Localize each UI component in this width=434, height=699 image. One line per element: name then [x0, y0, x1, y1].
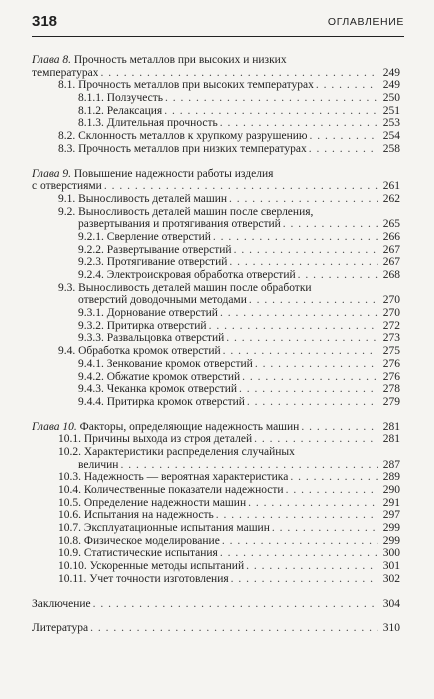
leader-dots — [164, 105, 378, 118]
entry-title: 10.11. Учет точности изготовления — [58, 572, 229, 585]
leader-dots — [90, 622, 378, 635]
entry-title: 9.4.1. Зенкование кромок отверстий — [78, 357, 253, 370]
leader-dots — [246, 560, 378, 573]
entry-page: 261 — [382, 180, 400, 193]
header-rule — [32, 36, 404, 37]
table-of-contents — [32, 54, 400, 647]
leader-dots — [309, 143, 378, 156]
chapter-block — [32, 168, 400, 409]
entry-page: 300 — [382, 547, 400, 560]
page-header — [32, 13, 404, 35]
back-matter-entry — [32, 622, 400, 635]
toc-section — [32, 471, 400, 484]
entry-page: 281 — [382, 433, 400, 446]
entry-page: 249 — [382, 66, 400, 79]
entry-title: с отверстиями — [32, 180, 102, 193]
toc-section — [32, 358, 400, 371]
leader-dots — [272, 522, 378, 535]
entry-page: 281 — [382, 420, 400, 433]
toc-section — [32, 560, 400, 573]
leader-dots — [216, 509, 378, 522]
leader-dots — [254, 433, 378, 446]
entry-title: 8.1.2. Релаксация — [78, 104, 163, 117]
entry-page: 262 — [382, 192, 400, 205]
section-title-line: 10.2. Характеристики распределения случайных — [58, 445, 295, 458]
leader-dots — [249, 294, 378, 307]
toc-section — [32, 256, 400, 269]
entry-title: 9.2.3. Протягивание отверстий — [78, 256, 228, 269]
toc-section — [32, 294, 400, 307]
entry-page: 272 — [382, 319, 400, 332]
entry-title: 8.1. Прочность металлов при высоких температурах — [58, 79, 314, 92]
entry-title: 8.2. Склонность металлов к хрупкому разрушению — [58, 130, 308, 143]
entry-title: 9.3.1. Дорнование отверстий — [78, 307, 218, 320]
toc-section — [32, 143, 400, 156]
toc-section — [32, 371, 400, 384]
entry-page: 276 — [382, 370, 400, 383]
chapter-title — [32, 180, 400, 193]
toc-section — [32, 231, 400, 244]
entry-page: 289 — [382, 471, 400, 484]
leader-dots — [229, 193, 378, 206]
leader-dots — [247, 396, 378, 409]
entry-page: 291 — [382, 496, 400, 509]
leader-dots — [298, 269, 378, 282]
chapter-label: Глава 9. — [32, 167, 71, 180]
entry-page: 268 — [382, 269, 400, 281]
page-number: 318 — [32, 13, 58, 30]
entry-title: развертывания и протягивания отверстий — [78, 218, 281, 231]
leader-dots — [310, 130, 378, 143]
leader-dots — [93, 598, 378, 611]
entry-page: 267 — [382, 243, 400, 256]
entry-page: 279 — [382, 395, 400, 408]
leader-dots — [301, 421, 378, 434]
leader-dots — [231, 573, 378, 586]
entry-page: 270 — [382, 307, 400, 320]
toc-section — [32, 218, 400, 231]
toc-section — [32, 130, 400, 143]
entry-page: 266 — [382, 230, 400, 243]
entry-title: 10.1. Причины выхода из строя деталей — [58, 433, 253, 446]
leader-dots — [220, 547, 378, 560]
toc-section — [32, 433, 400, 446]
toc-section — [32, 497, 400, 510]
leader-dots — [286, 484, 378, 497]
entry-page: 273 — [382, 332, 400, 345]
entry-title: 10.5. Определение надежности машин — [58, 496, 247, 509]
leader-dots — [239, 383, 378, 396]
entry-title: 10.4. Количественные показатели надежности — [58, 484, 284, 496]
entry-title: 9.3.2. Притирка отверстий — [78, 319, 207, 332]
entry-page: 310 — [382, 622, 400, 635]
chapter-block — [32, 54, 400, 156]
entry-title: 9.2.1. Сверление отверстий — [78, 230, 211, 243]
toc-section — [32, 459, 400, 472]
toc-section — [32, 345, 400, 358]
chapter-spacer — [32, 156, 400, 168]
toc-section — [32, 509, 400, 522]
entry-title: 9.2.2. Развертывание отверстий — [78, 243, 232, 256]
entry-page: 254 — [382, 130, 400, 143]
chapter-title-line: Глава 9. Повышение надежности работы изделия — [32, 167, 274, 180]
entry-title: Глава 10. Факторы, определяющие надежность машин — [32, 420, 300, 433]
leader-dots — [222, 535, 378, 548]
leader-dots — [226, 332, 378, 345]
leader-dots — [213, 231, 378, 244]
back-matter-spacer — [32, 635, 400, 647]
entry-page: 302 — [382, 572, 400, 585]
entry-title: Литература — [32, 622, 89, 635]
chapter-title — [32, 421, 400, 434]
entry-page: 249 — [382, 79, 400, 92]
entry-page: 297 — [382, 509, 400, 522]
chapter-spacer — [32, 409, 400, 421]
leader-dots — [165, 92, 378, 105]
entry-title: 10.7. Эксплуатационные испытания машин — [58, 522, 270, 535]
toc-section — [32, 547, 400, 560]
chapter-title — [32, 67, 400, 80]
toc-section — [32, 396, 400, 409]
chapter-title-line: Глава 8. Прочность металлов при высоких и низких — [32, 54, 287, 66]
entry-page: 301 — [382, 560, 400, 573]
leader-dots — [248, 497, 378, 510]
entry-title: 9.4. Обработка кромок отверстий — [58, 345, 221, 358]
entry-page: 251 — [382, 104, 400, 117]
leader-dots — [223, 345, 378, 358]
entry-title: Заключение — [32, 597, 91, 610]
entry-page: 278 — [382, 383, 400, 396]
leader-dots — [220, 307, 378, 320]
entry-title: 10.3. Надежность — вероятная характеристика — [58, 471, 289, 484]
entry-title: 10.6. Испытания на надежность — [58, 509, 214, 522]
chapter-spacer — [32, 586, 400, 598]
entry-title: 10.9. Статистические испытания — [58, 547, 218, 560]
entry-title: отверстий доводочными методами — [78, 294, 247, 307]
leader-dots — [290, 471, 378, 484]
leader-dots — [229, 256, 378, 269]
entry-title: температурах — [32, 66, 99, 79]
entry-page: 290 — [382, 484, 400, 496]
leader-dots — [104, 180, 378, 193]
entry-page: 304 — [382, 597, 400, 610]
leader-dots — [120, 459, 378, 472]
leader-dots — [316, 79, 378, 92]
section-title-line: 9.2. Выносливость деталей машин после сверления, — [58, 205, 314, 218]
entry-page: 253 — [382, 117, 400, 130]
entry-title: величин — [78, 458, 119, 471]
leader-dots — [220, 117, 378, 130]
entry-page: 258 — [382, 142, 400, 155]
chapter-block — [32, 421, 400, 586]
entry-title: 10.8. Физическое моделирование — [58, 534, 220, 547]
section-title-line: 9.3. Выносливость деталей машин после обработки — [58, 281, 312, 294]
entry-title: 8.1.3. Длительная прочность — [78, 117, 218, 130]
leader-dots — [209, 320, 378, 333]
entry-title: 9.3.3. Развальцовка отверстий — [78, 332, 225, 345]
toc-section — [32, 193, 400, 206]
entry-title: 9.4.4. Притирка кромок отверстий — [78, 395, 245, 408]
toc-section — [32, 92, 400, 105]
toc-section — [32, 383, 400, 396]
toc-section — [32, 332, 400, 345]
entry-title: 9.1. Выносливость деталей машин — [58, 192, 228, 205]
leader-dots — [255, 358, 378, 371]
toc-section — [32, 79, 400, 92]
entry-page: 276 — [382, 357, 400, 370]
toc-section — [32, 244, 400, 257]
entry-title: 9.4.3. Чеканка кромок отверстий — [78, 383, 238, 396]
entry-page: 267 — [382, 256, 400, 269]
toc-section — [32, 484, 400, 497]
entry-page: 299 — [382, 534, 400, 547]
toc-section — [32, 269, 400, 282]
toc-section — [32, 117, 400, 130]
entry-page: 250 — [382, 92, 400, 105]
leader-dots — [100, 67, 378, 80]
toc-section — [32, 522, 400, 535]
running-head: ОГЛАВЛЕНИЕ — [327, 16, 404, 28]
chapter-label: Глава 10. — [32, 420, 77, 433]
entry-title: 9.4.2. Обжатие кромок отверстий — [78, 370, 241, 383]
entry-title: 8.1.1. Ползучесть — [78, 92, 163, 105]
leader-dots — [234, 244, 378, 257]
leader-dots — [242, 371, 378, 384]
entry-title: 9.2.4. Электроискровая обработка отверстий — [78, 269, 296, 281]
entry-page: 299 — [382, 522, 400, 535]
entry-title: 8.3. Прочность металлов при низких температурах — [58, 142, 307, 155]
entry-page: 287 — [382, 458, 400, 471]
entry-page: 270 — [382, 294, 400, 307]
toc-section — [32, 307, 400, 320]
chapter-label: Глава 8. — [32, 54, 71, 66]
leader-dots — [283, 218, 378, 231]
toc-section — [32, 105, 400, 118]
toc-section — [32, 573, 400, 586]
toc-section — [32, 320, 400, 333]
back-matter-entry — [32, 598, 400, 611]
entry-page: 275 — [382, 345, 400, 358]
back-matter-spacer — [32, 610, 400, 622]
entry-page: 265 — [382, 218, 400, 231]
entry-title: 10.10. Ускоренные методы испытаний — [58, 560, 245, 573]
toc-section — [32, 535, 400, 548]
